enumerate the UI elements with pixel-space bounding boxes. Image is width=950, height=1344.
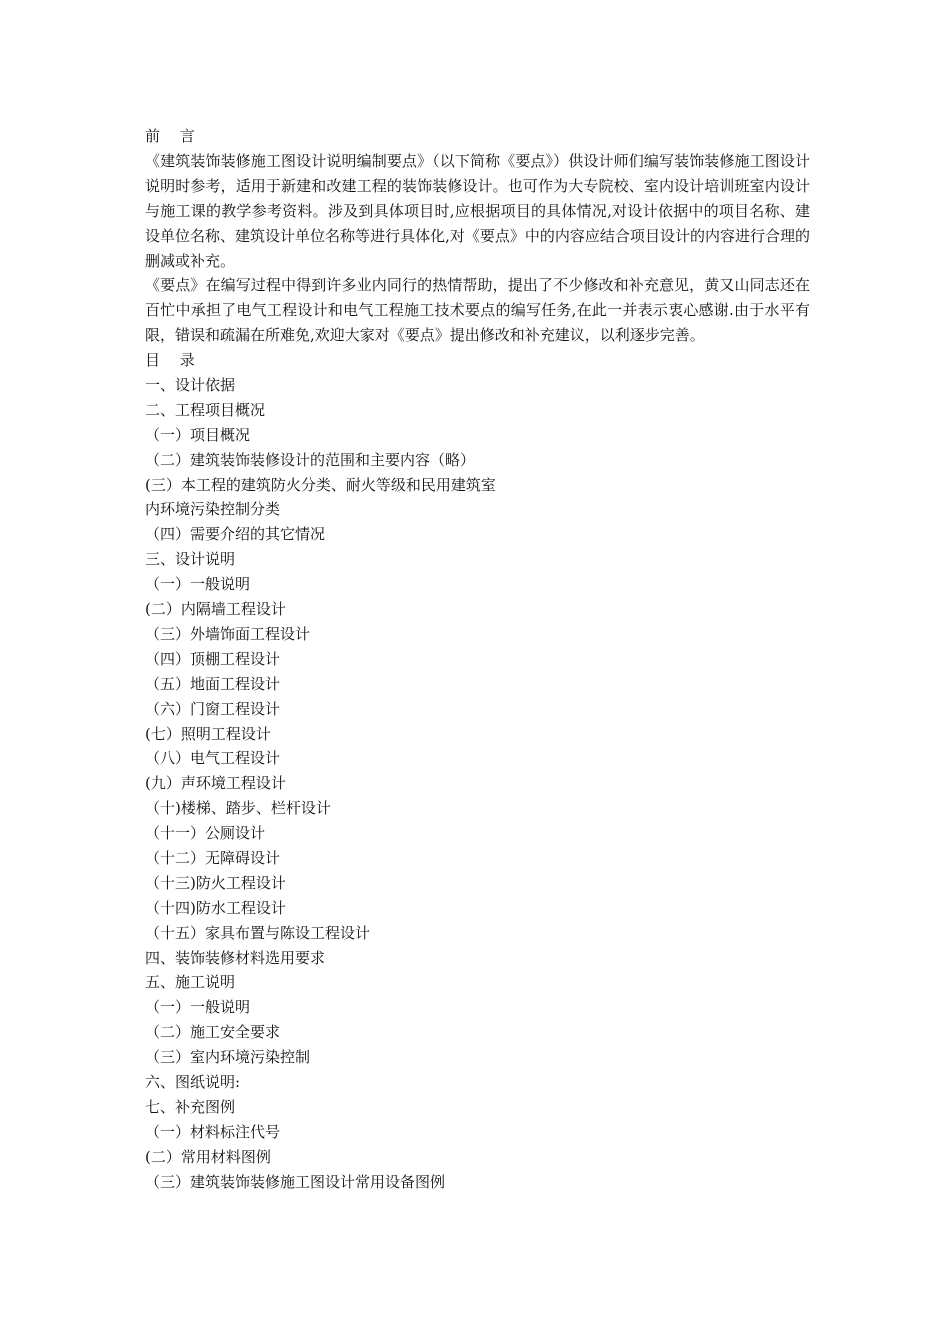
preface-paragraph-1: 《建筑装饰装修施工图设计说明编制要点》（以下简称《要点》）供设计师们编写装饰装修施工图设计说明时参考，适用于新建和改建工程的装饰装修设计。也可作为大专院校、室内设计培训班室内设计与施工课的教学参考资料。涉及到具体项目时,应根据项目的具体情况,对设计依据中的项目名称、建设单位名称、建筑设计单位名称等进行具体化,对《要点》中的内容应结合项目设计的内容进行合理的删减或补充。 xyxy=(145,151,810,270)
toc-item: （十)楼梯、踏步、栏杆设计 xyxy=(145,799,331,818)
toc-item: 六、图纸说明: xyxy=(145,1072,241,1091)
toc-item: (二）内隔墙工程设计 xyxy=(145,600,286,619)
toc-item: 一、设计依据 xyxy=(145,376,236,395)
toc-item: 五、施工说明 xyxy=(145,973,236,992)
toc-item: （三）外墙饰面工程设计 xyxy=(145,624,311,643)
toc-item: （三）建筑装饰装修施工图设计常用设备图例 xyxy=(145,1172,446,1191)
toc-item: 二、工程项目概况 xyxy=(145,400,266,419)
toc-item: 七、补充图例 xyxy=(145,1097,236,1116)
toc-heading: 目 录 xyxy=(145,351,203,370)
toc-item: (三）本工程的建筑防火分类、耐火等级和民用建筑室 xyxy=(145,475,496,494)
toc-item: （二）建筑装饰装修设计的范围和主要内容（略） xyxy=(145,450,476,469)
toc-item: 四、装饰装修材料选用要求 xyxy=(145,948,326,967)
preface-paragraph-2: 《要点》在编写过程中得到许多业内同行的热情帮助，提出了不少修改和补充意见，黄又山同志还在百忙中承担了电气工程设计和电气工程施工技术要点的编写任务,在此一并表示衷心感谢.由于水平有限，错误和疏漏在所难免,欢迎大家对《要点》提出修改和补充建议，以利逐步完善。 xyxy=(145,276,810,345)
toc-item: （三）室内环境污染控制 xyxy=(145,1048,311,1067)
toc-item: （十二）无障碍设计 xyxy=(145,848,281,867)
toc-item: （一）材料标注代号 xyxy=(145,1122,281,1141)
toc-item: （四）需要介绍的其它情况 xyxy=(145,525,326,544)
toc-item: 三、设计说明 xyxy=(145,550,236,569)
toc-item: （二）施工安全要求 xyxy=(145,1023,281,1042)
toc-item: （四）顶棚工程设计 xyxy=(145,649,281,668)
toc-item: (七）照明工程设计 xyxy=(145,724,271,743)
toc-item: （一）一般说明 xyxy=(145,998,251,1017)
toc-list xyxy=(145,373,810,1194)
toc-item: （十五）家具布置与陈设工程设计 xyxy=(145,923,371,942)
toc-item: （十一）公厕设计 xyxy=(145,824,266,843)
toc-item: （五）地面工程设计 xyxy=(145,674,281,693)
toc-item: （一）一般说明 xyxy=(145,575,251,594)
toc-item: （十三)防火工程设计 xyxy=(145,873,286,892)
toc-item: （六）门窗工程设计 xyxy=(145,699,281,718)
preface-heading: 前 言 xyxy=(145,127,203,145)
toc-item: （一）项目概况 xyxy=(145,425,251,444)
toc-item: （十四)防水工程设计 xyxy=(145,898,286,917)
toc-item: （八）电气工程设计 xyxy=(145,749,281,768)
document-page xyxy=(145,124,810,1194)
toc-item: (二）常用材料图例 xyxy=(145,1147,271,1166)
toc-item: (九）声环境工程设计 xyxy=(145,774,286,793)
toc-item: 内环境污染控制分类 xyxy=(145,500,281,519)
